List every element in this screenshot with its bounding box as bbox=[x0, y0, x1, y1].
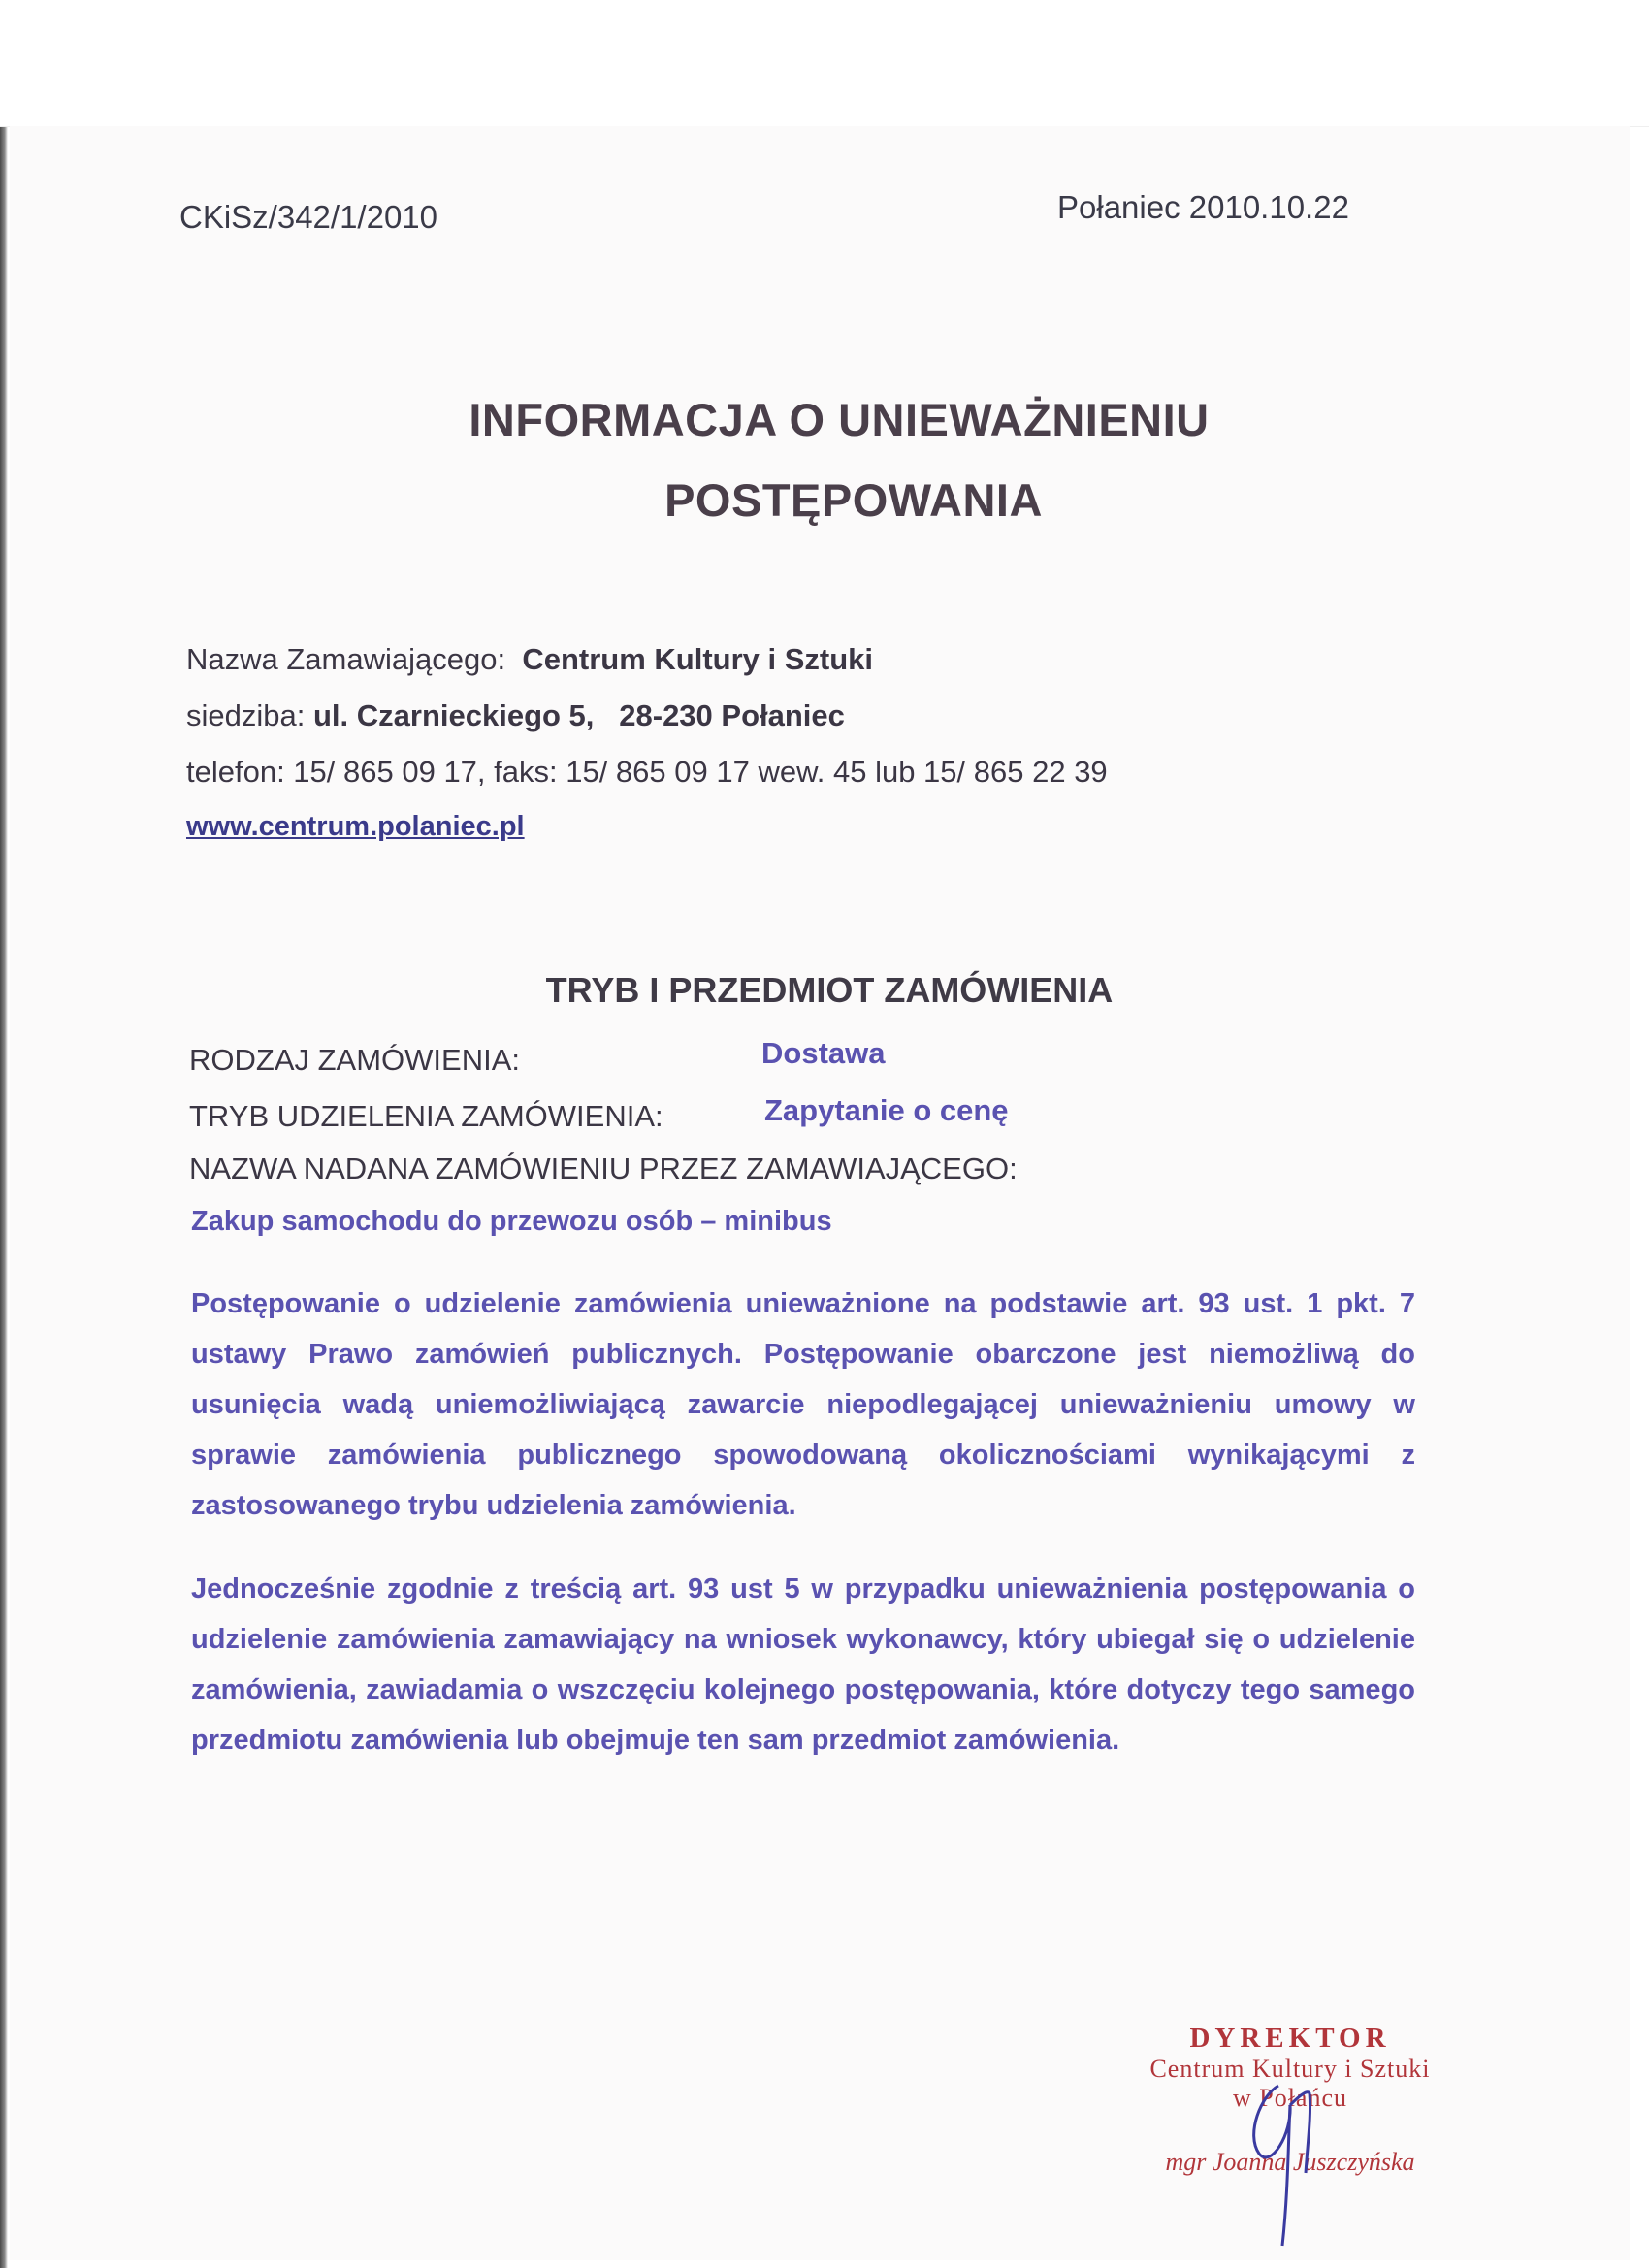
scan-edge bbox=[0, 0, 8, 2268]
address-street: ul. Czarnieckiego 5, bbox=[312, 698, 595, 732]
order-name-value: Zakup samochodu do przewozu osób – minibus bbox=[191, 1206, 832, 1237]
document-page bbox=[10, 126, 1630, 2260]
stamp-person: mgr Joanna Juszczyńska bbox=[1165, 2148, 1415, 2176]
contracting-party-name-value: Centrum Kultury i Sztuki bbox=[522, 642, 874, 676]
order-name-label: NAZWA NADANA ZAMÓWIENIU PRZEZ ZAMAWIAJĄCEGO: bbox=[189, 1151, 1018, 1185]
stamp-role: DYREKTOR bbox=[1189, 2023, 1391, 2054]
stamp-institution: Centrum Kultury i Sztuki bbox=[1149, 2055, 1431, 2083]
document-title-line-2: POSTĘPOWANIA bbox=[664, 474, 1043, 526]
place-and-date: Połaniec 2010.10.22 bbox=[1057, 189, 1349, 225]
contracting-party-name-label: Nazwa Zamawiającego: bbox=[186, 642, 506, 676]
phone-fax-line: telefon: 15/ 865 09 17, faks: 15/ 865 09 17 wew. 45 lub 15/ 865 22 39 bbox=[186, 755, 1108, 789]
order-mode-label: TRYB UDZIELENIA ZAMÓWIENIA: bbox=[189, 1099, 663, 1133]
order-type-label: RODZAJ ZAMÓWIENIA: bbox=[189, 1043, 520, 1077]
address-city: 28-230 Połaniec bbox=[619, 698, 845, 732]
notification-paragraph: Jednocześnie zgodnie z treścią art. 93 ust 5 w przypadku unieważnienia postępowania o udzielenie zamówienia zamawiający na wniosek wykonawcy, który ubiegał się o udzielenie zamówienia, zawiadamia o wszczęciu kolejnego postępowania, które dotyczy tego samego przedmiotu zamówienia lub obejmuje ten sam przedmiot zamówienia. bbox=[191, 1573, 1415, 1756]
address-label: siedziba: bbox=[186, 698, 306, 732]
website-link[interactable]: www.centrum.polaniec.pl bbox=[186, 811, 525, 842]
handwritten-signature bbox=[1232, 2076, 1348, 2251]
scan-top-margin bbox=[0, 0, 1649, 127]
annulment-paragraph: Postępowanie o udzielenie zamówienia unieważnione na podstawie art. 93 ust. 1 pkt. 7 ustawy Prawo zamówień publicznych. Postępowanie obarczone jest niemożliwą do usunięcia wadą uniemożliwiającą zawarcie niepodlegającej unieważnieniu umowy w sprawie zamówienia publicznego spowodowaną okolicznościami wynikającymi z zastosowanego trybu udzielenia zamówienia. bbox=[191, 1288, 1415, 1521]
reference-number: CKiSz/342/1/2010 bbox=[179, 199, 438, 235]
order-mode-value: Zapytanie o cenę bbox=[764, 1093, 1009, 1127]
document-title-line-1: INFORMACJA O UNIEWAŻNIENIU bbox=[469, 394, 1210, 445]
order-type-value: Dostawa bbox=[761, 1036, 886, 1070]
section-title: TRYB I PRZEDMIOT ZAMÓWIENIA bbox=[545, 970, 1114, 1010]
contracting-party-address bbox=[186, 698, 845, 733]
stamp-location: w Połańcu bbox=[1232, 2084, 1348, 2112]
contracting-party-name bbox=[186, 642, 873, 677]
